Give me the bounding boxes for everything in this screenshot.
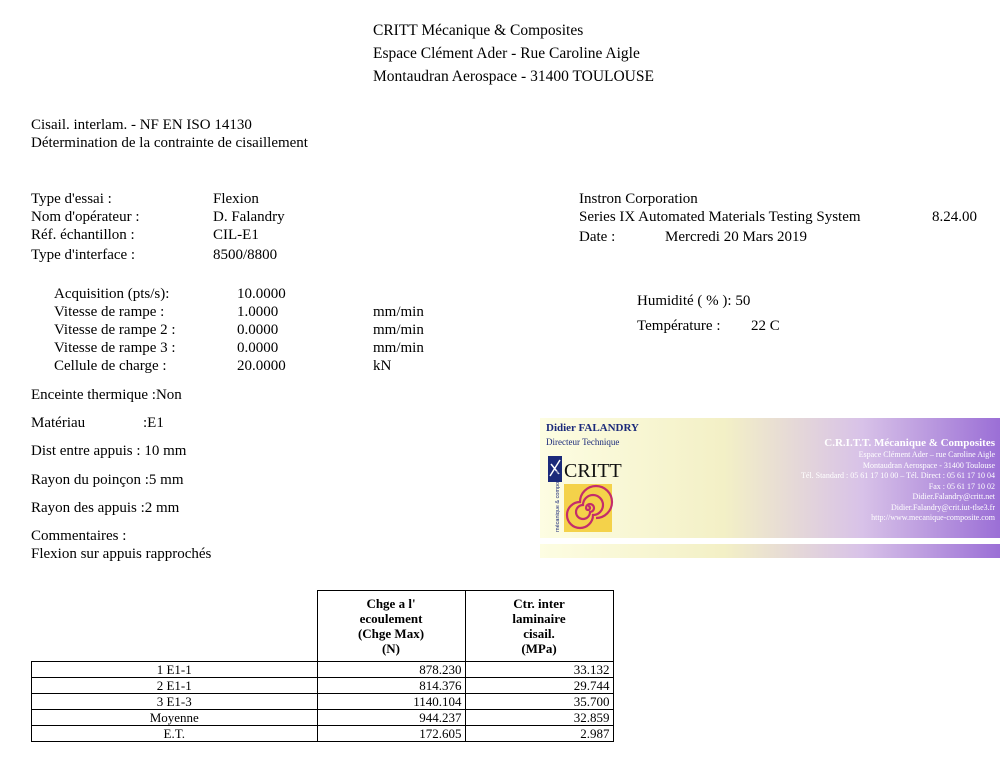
- param-value: 0.0000: [237, 322, 279, 338]
- col-header-load: Chge a l' ecoulement (Chge Max) (N): [317, 591, 465, 662]
- sample-ref-label: Réf. échantillon :: [31, 227, 135, 243]
- card-line: http://www.mecanique-composite.com: [871, 513, 995, 522]
- machine-system: Series IX Automated Materials Testing System: [579, 209, 861, 225]
- row-label: Moyenne: [32, 710, 318, 726]
- row-load: 172.605: [317, 726, 465, 742]
- param-label: Vitesse de rampe 3 :: [54, 340, 176, 356]
- card-line: Montaudran Aerospace - 31400 Toulouse: [862, 460, 995, 470]
- table-row: [32, 694, 614, 710]
- table-row: [32, 678, 614, 694]
- param-unit: kN: [373, 358, 392, 374]
- row-label: 3 E1-3: [32, 694, 318, 710]
- interface-value: 8500/8800: [213, 247, 278, 263]
- param-label: Acquisition (pts/s):: [54, 286, 170, 302]
- card-bottom-strip: [540, 544, 1000, 558]
- param-value: 1.0000: [237, 304, 279, 320]
- operator-label: Nom d'opérateur :: [31, 209, 140, 225]
- date-label: Date :: [579, 229, 616, 245]
- lab-address-line2: Montaudran Aerospace - 31400 TOULOUSE: [373, 68, 654, 85]
- spiral-icon: [564, 484, 612, 532]
- support-radius: Rayon des appuis :2 mm: [31, 500, 180, 516]
- param-label: Vitesse de rampe 2 :: [54, 322, 176, 338]
- row-label: 1 E1-1: [32, 662, 318, 678]
- temperature-value: 22 C: [751, 318, 780, 334]
- interface-label: Type d'interface :: [31, 247, 136, 263]
- param-unit: mm/min: [373, 322, 424, 338]
- row-stress: 32.859: [465, 710, 613, 726]
- param-unit: mm/min: [373, 304, 424, 320]
- table-row: [32, 662, 614, 678]
- temperature-label: Température :: [637, 318, 721, 334]
- card-contact: [801, 436, 995, 524]
- row-stress: 2.987: [465, 726, 613, 742]
- lab-name: CRITT Mécanique & Composites: [373, 22, 584, 39]
- param-value: 20.0000: [237, 358, 286, 374]
- card-line: Didier.Falandry@crit.iut-tlse3.fr: [890, 502, 995, 512]
- param-unit: mm/min: [373, 340, 424, 356]
- param-value: 10.0000: [237, 286, 286, 302]
- card-line: Didier.Falandry@critt.net: [912, 492, 995, 501]
- table-row: [32, 726, 614, 742]
- type-value: Flexion: [213, 191, 259, 207]
- date-value: Mercredi 20 Mars 2019: [665, 229, 808, 245]
- row-load: 1140.104: [317, 694, 465, 710]
- comments-value: Flexion sur appuis rapprochés: [31, 546, 212, 562]
- support-span: Dist entre appuis : 10 mm: [31, 443, 187, 459]
- lab-address-line1: Espace Clément Ader - Rue Caroline Aigle: [373, 45, 640, 62]
- row-stress: 29.744: [465, 678, 613, 694]
- test-subtitle: Détermination de la contrainte de cisaillement: [31, 135, 308, 151]
- col-header-stress: Ctr. inter laminaire cisail. (MPa): [465, 591, 613, 662]
- comments-label: Commentaires :: [31, 528, 127, 544]
- row-load: 944.237: [317, 710, 465, 726]
- row-load: 814.376: [317, 678, 465, 694]
- logo-text: CRITT: [564, 460, 622, 482]
- sample-ref-value: CIL-E1: [213, 227, 259, 243]
- row-stress: 33.132: [465, 662, 613, 678]
- card-role: Directeur Technique: [546, 437, 620, 447]
- type-label: Type d'essai :: [31, 191, 112, 207]
- table-header-row: [32, 591, 614, 662]
- thermal-enclosure: Enceinte thermique :Non: [31, 387, 182, 403]
- logo-vertical-text: [550, 470, 562, 534]
- business-card: [540, 418, 1000, 538]
- machine-version: 8.24.00: [932, 209, 977, 225]
- card-org: C.R.I.T.T. Mécanique & Composites: [824, 437, 995, 449]
- param-label: Vitesse de rampe :: [54, 304, 165, 320]
- operator-value: D. Falandry: [213, 209, 285, 225]
- card-line: Fax : 05 61 17 10 02: [928, 481, 995, 491]
- card-name: Didier FALANDRY: [546, 422, 640, 434]
- humidity: Humidité ( % ): 50: [637, 293, 751, 309]
- param-value: 0.0000: [237, 340, 279, 356]
- row-load: 878.230: [317, 662, 465, 678]
- punch-radius: Rayon du poinçon :5 mm: [31, 472, 184, 488]
- machine-company: Instron Corporation: [579, 191, 698, 207]
- row-label: 2 E1-1: [32, 678, 318, 694]
- material-label: Matériau: [31, 415, 86, 431]
- results-table: [31, 590, 614, 742]
- material-value: :E1: [143, 415, 164, 431]
- param-label: Cellule de charge :: [54, 358, 167, 374]
- row-stress: 35.700: [465, 694, 613, 710]
- card-line: Tél. Standard : 05 61 17 10 00 – Tél. Direct : 05 61 17 10 04: [800, 471, 995, 480]
- card-line: Espace Clément Ader – rue Caroline Aigle: [858, 450, 995, 459]
- logo-vertical-label: mécanique & composites: [555, 470, 561, 532]
- row-label: E.T.: [32, 726, 318, 742]
- critt-logo: [548, 454, 622, 534]
- table-header-blank: [32, 591, 318, 662]
- table-row: [32, 710, 614, 726]
- test-title: Cisail. interlam. - NF EN ISO 14130: [31, 117, 252, 133]
